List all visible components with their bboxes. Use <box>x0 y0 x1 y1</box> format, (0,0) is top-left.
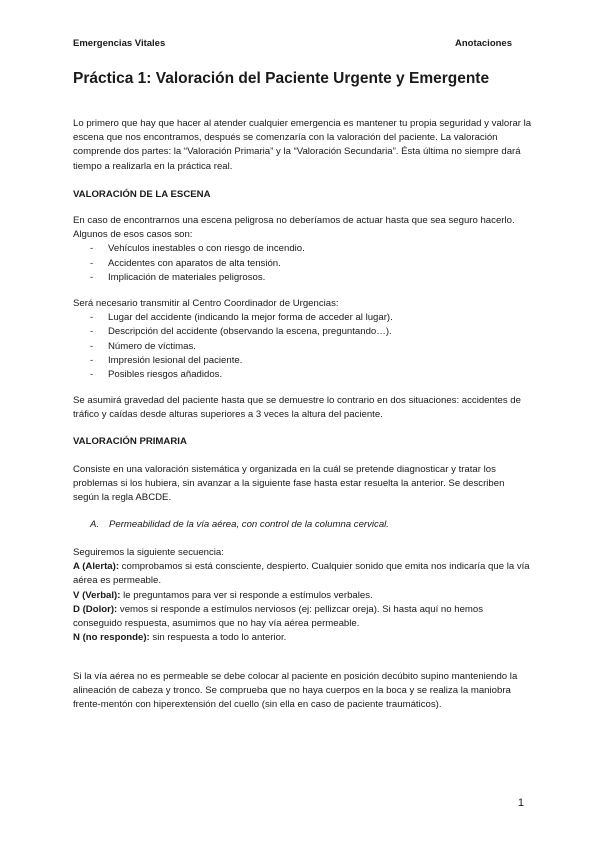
list-item: - Accidentes con aparatos de alta tensión. <box>73 257 533 271</box>
sequence-item-no-responde <box>73 631 533 645</box>
sequence-item-dolor <box>73 603 533 631</box>
item-text: Permeabilidad de la vía aérea, con control de la columna cervical. <box>109 519 389 530</box>
transmit-section <box>73 297 533 382</box>
item-letter: A. <box>90 519 100 530</box>
intro-paragraph: Lo primero que hay que hacer al atender cualquier emergencia es mantener tu propia seguridad y valorar la escena que nos encontramos, después se comenzaría con la valoración del paciente. La valoración comprende dos partes: la “Valoración Primaria” y la “Valoración Secundaria”. Ésta última no siempre dará tiempo a realizarla en la práctica real. <box>73 118 532 172</box>
sequence-intro: Seguiremos la siguiente secuencia: <box>73 547 224 558</box>
sequence-text: comprobamos si está consciente, despierto. Cualquier sonido que emita nos indicaría que la vía aérea es permeable. <box>73 561 530 587</box>
scene-paragraph-3: Se asumirá gravedad del paciente hasta que se demuestre lo contrario en dos situaciones: accidentes de tráfico y caídas desde alturas superiores a 3 veces la altura del paciente. <box>73 395 521 421</box>
page-number: 1 <box>517 797 524 809</box>
scene-paragraph-1: En caso de encontrarnos una escena peligrosa no deberíamos de actuar hasta que sea seguro hacerlo. Algunos de esos casos son: <box>73 215 515 241</box>
list-item: - Implicación de materiales peligrosos. <box>73 271 533 285</box>
abcde-item-a <box>90 518 530 532</box>
scene-heading: VALORACIÓN DE LA ESCENA <box>73 189 211 200</box>
header-subject: Emergencias Vitales <box>73 38 166 49</box>
transmit-list <box>73 311 533 382</box>
scene-paragraph-2: Será necesario transmitir al Centro Coordinador de Urgencias: <box>73 298 339 309</box>
sequence-item-alerta <box>73 560 533 588</box>
sequence-text: sin respuesta a todo lo anterior. <box>149 632 287 644</box>
list-item: - Descripción del accidente (observando la escena, preguntando…). <box>73 325 533 339</box>
sequence-text: vemos si responde a estímulos nerviosos (ej: pellizcar oreja). Si hasta aquí no hemos conseguido respuesta, asumimos que no hay vía aérea permeable. <box>73 603 484 630</box>
primary-paragraph-1: Consiste en una valoración sistemática y organizada en la cuál se pretende diagnosticar y tratar los problemas si los hubiera, sin avanzar a la siguiente fase hasta estar resuelta la anterior. Se describen según la regla ABCDE. <box>73 464 505 504</box>
sequence-label: A (Alerta): <box>73 561 120 573</box>
primary-heading: VALORACIÓN PRIMARIA <box>73 436 187 447</box>
scene-section <box>73 214 533 285</box>
sequence-label: N (no responde): <box>73 632 150 644</box>
sequence-label: D (Dolor): <box>73 603 118 615</box>
page-title: Práctica 1: Valoración del Paciente Urgente y Emergente <box>73 70 490 87</box>
list-item: - Número de víctimas. <box>73 340 533 354</box>
list-item: - Lugar del accidente (indicando la mejor forma de acceder al lugar). <box>73 311 533 325</box>
list-item: - Vehículos inestables o con riesgo de incendio. <box>73 242 533 256</box>
sequence-text: le preguntamos para ver si responde a estímulos verbales. <box>120 589 373 601</box>
header-notes-label: Anotaciones <box>454 38 512 49</box>
dangers-list <box>73 242 533 285</box>
primary-paragraph-2: Si la vía aérea no es permeable se debe colocar al paciente en posición decúbito supino manteniendo la alineación de cabeza y tronco. Se comprueba que no haya cuerpos en la boca y se realiza la maniobra frente-mentón con hiperextensión del cuello (sin ella en caso de paciente traumáticos). <box>73 671 518 711</box>
sequence-label: V (Verbal): <box>73 589 121 601</box>
list-item: - Posibles riesgos añadidos. <box>73 368 533 382</box>
sequence-item-verbal <box>73 589 533 603</box>
list-item: - Impresión lesional del paciente. <box>73 354 533 368</box>
sequence-section <box>73 546 533 645</box>
